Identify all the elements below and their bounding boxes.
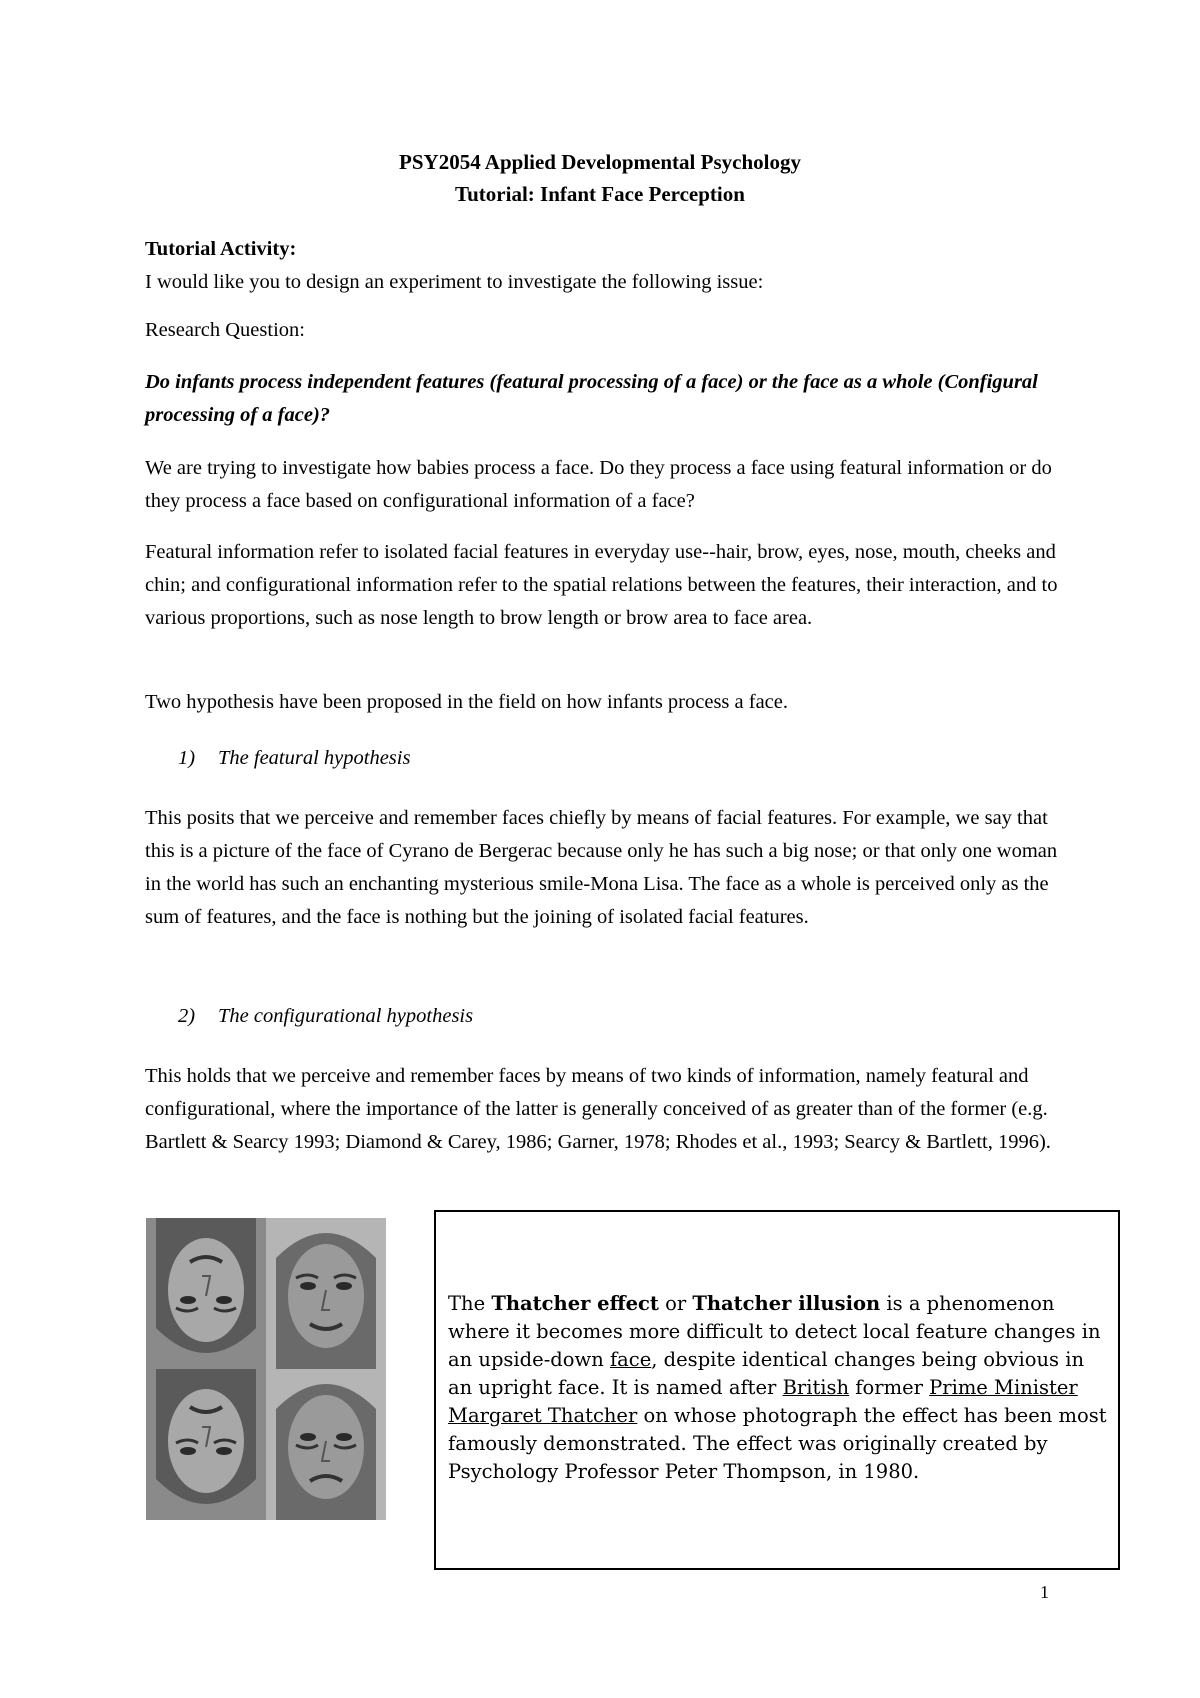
thatcher-figure [146, 1218, 386, 1520]
intro-paragraph: We are trying to investigate how babies process a face. Do they process a face using featural information or do they process a face based on configurational information of a face? [145, 457, 1052, 512]
thatcher-illusion-term: Thatcher illusion [692, 1292, 881, 1315]
document-header [0, 146, 1200, 210]
activity-label: Tutorial Activity: [145, 238, 297, 260]
thatcher-description [448, 1290, 1108, 1486]
activity-text: I would like you to design an experiment to investigate the following issue: [145, 271, 764, 293]
thatcher-effect-term: Thatcher effect [491, 1292, 659, 1315]
text-run: , despite identical changes being obvious in an upright face. It is named after [448, 1348, 1085, 1399]
two-hypotheses-paragraph: Two hypothesis have been proposed in the field on how infants process a face. [145, 691, 788, 713]
hypothesis-2-text: This holds that we perceive and remember faces by means of two kinds of information, namely featural and configurational, where the importance of the latter is generally conceived of as greater than of the former (e.g. Bartlett & Searcy 1993; Diamond & Carey, 1986; Garner, 1978; Rhodes et al., 1993; Searcy & Bartlett, 1996). [145, 1065, 1051, 1153]
british-link[interactable]: British [782, 1376, 850, 1399]
research-question: Do infants process independent features (featural processing of a face) or the face as a whole (Configural processing of a face)? [145, 371, 1038, 426]
text-run: on whose photograph the effect has been most famously demonstrated. The effect was originally created by Psychology Professor Peter Thompson, in 1980. [448, 1404, 1107, 1483]
hypothesis-2-heading [178, 1000, 473, 1033]
hypothesis-2-title: The configurational hypothesis [218, 1005, 474, 1027]
hypothesis-1-number: 1) [178, 747, 196, 769]
tutorial-title: Tutorial: Infant Face Perception [455, 182, 745, 206]
definitions-paragraph: Featural information refer to isolated facial features in everyday use--hair, brow, eyes, nose, mouth, cheeks and chin; and configurational information refer to the spatial relations between the features, their interaction, and to various proportions, such as nose length to brow length or brow area to face area. [145, 541, 1058, 629]
margaret-thatcher-link[interactable]: Margaret Thatcher [448, 1404, 638, 1427]
hypothesis-1-title: The featural hypothesis [218, 747, 411, 769]
text-run: The [448, 1292, 492, 1315]
upright-face-icon [266, 1218, 386, 1369]
prime-minister-link[interactable]: Prime Minister [929, 1376, 1078, 1399]
research-question-label: Research Question: [145, 319, 305, 341]
text-run: former [849, 1376, 930, 1399]
text-run: is a phenomenon where it becomes more difficult to detect local feature changes in an upside-down [448, 1292, 1101, 1371]
face-link[interactable]: face [609, 1348, 652, 1371]
course-title: PSY2054 Applied Developmental Psychology [399, 150, 801, 174]
inverted-thatcherized-face-icon [146, 1369, 266, 1520]
hypothesis-2-number: 2) [178, 1005, 196, 1027]
text-run: or [658, 1292, 693, 1315]
hypothesis-1-text: This posits that we perceive and remember faces chiefly by means of facial features. For example, we say that this is a picture of the face of Cyrano de Bergerac because only he has such a big nose; or that only one woman in the world has such an enchanting mysterious smile-Mona Lisa. The face as a whole is perceived only as the sum of features, and the face is nothing but the joining of isolated facial features. [145, 807, 1058, 928]
hypothesis-1-heading [178, 742, 410, 775]
page-number: 1 [1040, 1582, 1049, 1602]
activity-section [145, 233, 1065, 299]
upright-thatcherized-face-icon [266, 1369, 386, 1520]
inverted-face-icon [146, 1218, 266, 1369]
